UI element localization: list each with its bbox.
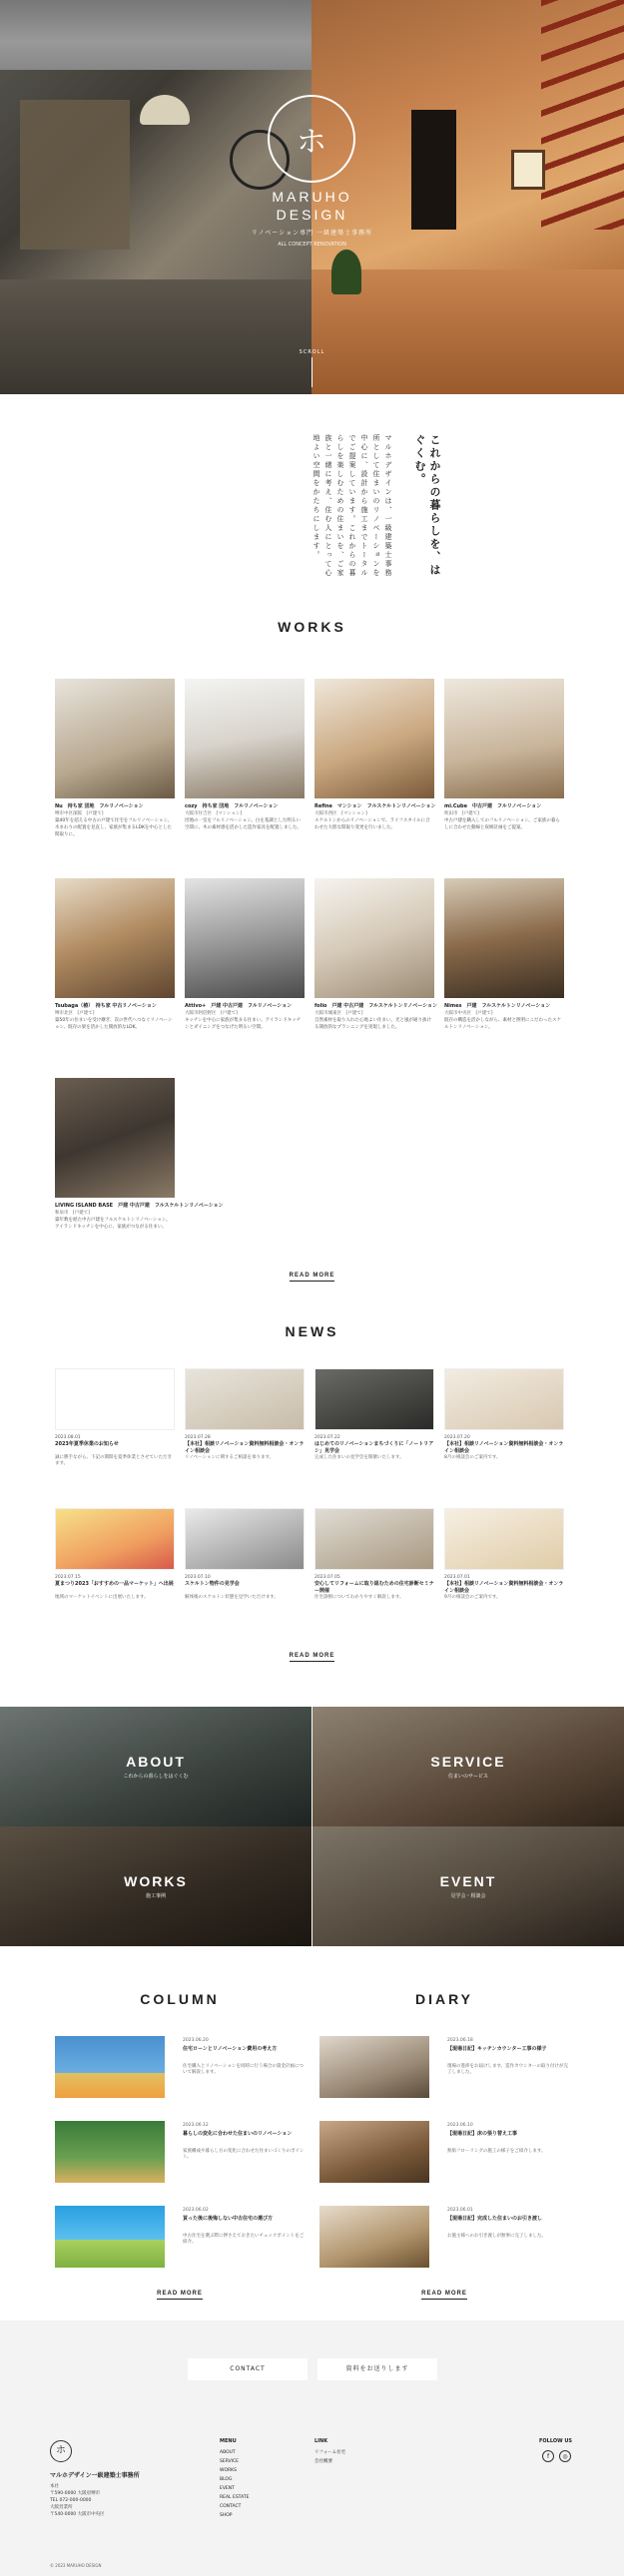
tile-service[interactable] <box>312 1707 624 1826</box>
column-item-image[interactable] <box>55 2121 165 2183</box>
category-tiles <box>0 1707 624 1946</box>
footer-menu-item[interactable]: CONTACT <box>220 2504 242 2509</box>
works-card[interactable] <box>314 679 434 845</box>
news-card-date: 2023.07.20 <box>444 1435 470 1440</box>
news-card-text: 8月の相談会のご案内です。 <box>444 1455 501 1460</box>
column-item-date: 2023.06.12 <box>183 2123 209 2128</box>
brand-tagline: リノベーション専門 一級建築士事務所 <box>251 230 373 237</box>
brand-name: MARUHO DESIGN <box>272 189 352 223</box>
news-card-date: 2023.07.15 <box>55 1575 81 1580</box>
footer-logo-icon[interactable]: ホ <box>50 2440 72 2462</box>
works-card-title[interactable]: Nimes 戸建 フルスケルトンリノベーション <box>444 1003 551 1009</box>
news-grid <box>0 1363 624 1653</box>
column-item-title[interactable]: 住宅ローンとリノベーション費用の考え方 <box>183 2046 278 2052</box>
footer-menu-item[interactable]: BLOG <box>220 2477 233 2482</box>
news-card[interactable] <box>55 1508 175 1607</box>
footer-menu-item[interactable]: SHOP <box>220 2513 233 2518</box>
contact-button[interactable]: CONTACT <box>188 2358 308 2380</box>
works-card[interactable] <box>444 679 564 845</box>
column-item-title[interactable]: 暮らしの変化に合わせた住まいのリノベーション <box>183 2131 293 2137</box>
news-card-image[interactable] <box>55 1368 175 1430</box>
works-card-image[interactable] <box>55 878 175 998</box>
news-card-title[interactable]: 2023年夏季休業のお知らせ <box>55 1441 119 1447</box>
works-card-text: 既存の構造を活かしながら、素材と照明にこだわったスケルトンリノベーション。 <box>444 1018 561 1030</box>
column-item-image[interactable] <box>55 2206 165 2268</box>
column-item-text: 家族構成や暮らし方の変化に合わせた住まいづくりのポイント。 <box>183 2149 305 2160</box>
works-card-title[interactable]: Nu 持ち家 団地 フルリノベーション <box>55 803 144 809</box>
intro-section <box>0 394 624 619</box>
works-card-meta: 和泉市 [戸建て] <box>55 1211 91 1216</box>
tile-works[interactable] <box>0 1826 312 1946</box>
works-title: WORKS <box>278 619 346 635</box>
intro-body: マルホデザインは、一級建築士事務所として住まいのリノベーションを中心に、設計から施工までトータルでご提案しています。これからの暮らしを楽しむための住まいを、ご家族と一緒に考え、住む人にとって心地よい空間をかたちにします。 <box>312 434 392 578</box>
works-card-text: 築40年を超える中古の戸建て住宅をフルリノベーション。水まわりの配置を見直し、家族が集まるLDKを中心とした間取りに。 <box>55 818 173 837</box>
works-card-meta: 堺市北区 [戸建て] <box>55 1011 95 1016</box>
tile-subtitle: 見学会・相談会 <box>450 1893 486 1899</box>
works-card-text: 築年数を経た中古戸建をフルスケルトンリノベーション。アイランドキッチンを中心に、家族がつながる住まい。 <box>55 1218 171 1230</box>
scroll-indicator[interactable]: SCROLL <box>299 349 325 355</box>
works-card-meta: 堺市中区深阪 [戸建て] <box>55 811 104 816</box>
brand-subtitle: ALL CONCEPT RENOVATION <box>278 242 346 248</box>
diary-item[interactable] <box>319 2121 569 2181</box>
works-card[interactable] <box>55 878 175 1045</box>
footer-menu-item[interactable]: REAL ESTATE <box>220 2495 250 2500</box>
news-card-image[interactable] <box>444 1508 564 1570</box>
diary-item-title[interactable]: 【現場日記】キッチンカウンター工事の様子 <box>447 2046 547 2052</box>
diary-item-date: 2023.06.10 <box>447 2123 473 2128</box>
works-card-text: 中古戸建を購入してのフルリノベーション。ご家族の暮らしに合わせた動線と収納計画をご提案。 <box>444 818 560 830</box>
news-card[interactable] <box>55 1368 175 1467</box>
news-card[interactable] <box>444 1368 564 1467</box>
diary-item-text: お施主様へのお引き渡しが無事に完了しました。 <box>447 2234 546 2239</box>
works-card-text: キッチンを中心に家族が集まる住まい。アイランドキッチンとダイニングをつなげた明るい空間。 <box>185 1018 302 1030</box>
works-card-text: 団地の一室をフルリノベーション。白を基調とした明るい空間に、木の素材感を活かした造作家具を配置しました。 <box>185 818 302 830</box>
diary-read-more[interactable]: READ MORE <box>319 2291 569 2297</box>
column-item[interactable] <box>55 2206 305 2266</box>
tile-subtitle: 施工事例 <box>145 1893 166 1899</box>
news-card[interactable] <box>444 1508 564 1607</box>
news-card-date: 2023.07.28 <box>185 1435 211 1440</box>
works-card-text: 自然素材を取り入れた心地よい住まい。光と風が通り抜ける開放的なプランニングを実現しました。 <box>314 1018 431 1030</box>
news-card-title[interactable]: 夏まつり2023「おすすめの一品マーケット」へ出展 <box>55 1581 174 1587</box>
news-card[interactable] <box>314 1368 434 1467</box>
news-card-text: 完成した住まいの見学会を開催いたします。 <box>314 1455 404 1460</box>
request-docs-button[interactable]: 資料をお送りします <box>317 2358 437 2380</box>
column-read-more[interactable]: READ MORE <box>55 2291 305 2297</box>
works-card-meta: 大阪市中央区 [戸建て] <box>444 1011 493 1016</box>
news-card-date: 2023.07.01 <box>444 1575 470 1580</box>
copyright: © 2023 MARUHO DESIGN <box>50 2563 102 2568</box>
column-item-date: 2023.06.20 <box>183 2038 209 2043</box>
column-item-text: 中古住宅を選ぶ際に押さえておきたいチェックポイントをご紹介。 <box>183 2234 305 2245</box>
diary-item-text: 現場の進捗をお届けします。造作カウンターの取り付けが完了しました。 <box>447 2064 568 2075</box>
footer-link-item[interactable]: 会社概要 <box>314 2459 332 2464</box>
works-card-title[interactable]: Refine マンション フルスケルトンリノベーション <box>314 803 436 809</box>
works-card-title[interactable]: Tsubaga（椿） 持ち家 中古リノベーション <box>55 1003 157 1009</box>
works-card-meta: 大阪市阿倍野区 [戸建て] <box>185 1011 239 1016</box>
news-card-text: 誠に勝手ながら、下記の期間を夏季休業とさせていただきます。 <box>55 1455 172 1466</box>
hero <box>0 0 624 394</box>
works-section <box>0 619 624 1279</box>
news-title: NEWS <box>285 1323 339 1339</box>
works-card-meta: 吹田市 [戸建て] <box>444 811 480 816</box>
footer-link-heading: LINK <box>314 2438 328 2444</box>
works-card-image[interactable] <box>55 679 175 798</box>
works-card[interactable] <box>185 679 305 845</box>
column-item[interactable] <box>55 2036 305 2096</box>
news-card-text: 地域のマーケットイベントに出展いたします。 <box>55 1595 149 1600</box>
diary-item-image[interactable] <box>319 2121 429 2183</box>
works-card-meta: 大阪市城東区 [戸建て] <box>314 1011 363 1016</box>
news-card-text: 住宅診断についてわかりやすく解説します。 <box>314 1595 404 1600</box>
news-card-image[interactable] <box>55 1508 175 1570</box>
footer <box>0 2320 624 2576</box>
works-card-image[interactable] <box>55 1078 175 1198</box>
news-card-text: 9月の相談会のご案内です。 <box>444 1595 501 1600</box>
news-card[interactable] <box>185 1368 305 1467</box>
column-item-text: 住宅購入とリノベーションを同時に行う場合の資金計画について解説します。 <box>183 2064 304 2075</box>
works-card-title[interactable]: cozy 持ち家 団地 フルリノベーション <box>185 803 279 809</box>
brand-logo-icon[interactable]: ホ <box>268 95 355 183</box>
works-card[interactable] <box>444 878 564 1045</box>
works-card[interactable] <box>185 878 305 1045</box>
works-card-title[interactable]: folio 戸建 中古戸建 フルスケルトンリノベーション <box>314 1003 438 1009</box>
column-title: COLUMN <box>140 1991 220 2007</box>
works-grid <box>0 659 624 1273</box>
works-card-image[interactable] <box>314 679 434 798</box>
works-card-text: 築50年の住まいを受け継ぎ、次の世代へつなぐリノベーション。既存の梁を活かした開放的なLDK。 <box>55 1018 173 1030</box>
footer-menu-item[interactable]: EVENT <box>220 2486 235 2491</box>
diary-item-text: 無垢フローリングの施工の様子をご紹介します。 <box>447 2149 546 2154</box>
works-card-image[interactable] <box>444 878 564 998</box>
intro-title: これからの暮らしを、はぐくむ。 <box>413 434 441 577</box>
diary-item-date: 2023.06.18 <box>447 2038 473 2043</box>
tile-title[interactable]: EVENT <box>439 1873 497 1889</box>
footer-menu-heading: MENU <box>220 2438 237 2444</box>
works-card[interactable] <box>55 1078 224 1245</box>
tile-title[interactable]: ABOUT <box>126 1754 186 1770</box>
news-card-title[interactable]: スケルトン物件の見学会 <box>185 1581 240 1587</box>
column-item-title[interactable]: 買った後に後悔しない中古住宅の選び方 <box>183 2216 274 2222</box>
works-card[interactable] <box>314 878 438 1045</box>
diary-title: DIARY <box>414 1991 474 2007</box>
footer-address: 本社 〒590-0000 大阪府堺市 TEL 072-000-0000 大阪営業所 〒540-0000 大阪市中央区 <box>50 2484 105 2517</box>
news-card-image[interactable] <box>314 1368 434 1430</box>
footer-menu <box>220 2448 249 2520</box>
news-card-text: リノベーションに関するご相談を承ります。 <box>185 1455 275 1460</box>
instagram-icon[interactable]: ◎ <box>559 2450 571 2462</box>
news-card-date: 2023.07.10 <box>185 1575 211 1580</box>
news-card-date: 2023.07.05 <box>314 1575 340 1580</box>
footer-link-item[interactable]: リフォーム住宅 <box>314 2450 346 2455</box>
news-card-date: 2023.08.01 <box>55 1435 81 1440</box>
news-read-more[interactable]: READ MORE <box>0 1653 624 1659</box>
news-card[interactable] <box>314 1508 434 1607</box>
news-card-image[interactable] <box>314 1508 434 1570</box>
news-card-text: 解体後のスケルトン状態を見学いただけます。 <box>185 1595 279 1600</box>
tile-subtitle: 住まいのサービス <box>447 1774 488 1780</box>
diary-item-title[interactable]: 【現場日記】床の張り替え工事 <box>447 2131 518 2137</box>
column-item-date: 2023.06.02 <box>183 2208 209 2213</box>
footer-links <box>314 2448 345 2466</box>
news-card-title[interactable]: 安心してリフォームに取り組むための住宅診断セミナー開催 <box>314 1581 434 1594</box>
news-card-date: 2023.07.22 <box>314 1435 340 1440</box>
tile-about[interactable] <box>0 1707 312 1826</box>
diary-item[interactable] <box>319 2036 569 2096</box>
footer-menu-item[interactable]: SERVICE <box>220 2459 239 2464</box>
diary-item-date: 2023.06.01 <box>447 2208 473 2213</box>
works-read-more[interactable]: READ MORE <box>0 1273 624 1279</box>
news-card-image[interactable] <box>185 1368 305 1430</box>
news-card-image[interactable] <box>444 1368 564 1430</box>
works-card-title[interactable]: LIVING ISLAND BASE 戸建 中古戸建 フルスケルトンリノベーション <box>55 1203 224 1209</box>
diary-item[interactable] <box>319 2206 569 2266</box>
facebook-icon[interactable]: f <box>542 2450 554 2462</box>
works-card-title[interactable]: Attivo+ 戸建 中古戸建 フルリノベーション <box>185 1003 293 1009</box>
news-section <box>0 1323 624 1659</box>
column-diary-section <box>0 1991 624 2320</box>
works-card-image[interactable] <box>185 878 305 998</box>
column-item[interactable] <box>55 2121 305 2181</box>
works-card-meta: 大阪市西区 [マンション] <box>314 811 367 816</box>
works-card-title[interactable]: mi.Cube 中古戸建 フルリノベーション <box>444 803 542 809</box>
news-card[interactable] <box>185 1508 305 1607</box>
diary-item-image[interactable] <box>319 2206 429 2268</box>
diary-item-image[interactable] <box>319 2036 429 2098</box>
diary-item-title[interactable]: 【現場日記】完成した住まいのお引き渡し <box>447 2216 543 2222</box>
column-item-image[interactable] <box>55 2036 165 2098</box>
news-card-title[interactable]: 【本社】相談リノベーション資料無料相談会・オンライン相談会 <box>444 1441 564 1454</box>
tile-event[interactable] <box>312 1826 624 1946</box>
news-card-image[interactable] <box>185 1508 305 1570</box>
tile-subtitle: これからの暮らしをはぐくむ <box>123 1774 189 1780</box>
footer-menu-item[interactable]: ABOUT <box>220 2450 236 2455</box>
tile-title[interactable]: SERVICE <box>430 1754 506 1770</box>
footer-company-name: マルホデザイン一級建築士事務所 <box>50 2472 140 2479</box>
tile-title[interactable]: WORKS <box>124 1873 188 1889</box>
works-card-image[interactable] <box>185 679 305 798</box>
news-card-title[interactable]: はじめてのリノベーションまちづくりに「ノートリアシ」見学会 <box>314 1441 434 1454</box>
footer-menu-item[interactable]: WORKS <box>220 2468 237 2473</box>
works-card-image[interactable] <box>444 679 564 798</box>
footer-follow-heading: FOLLOW US <box>539 2438 573 2444</box>
works-card[interactable] <box>55 679 175 845</box>
works-card-text: スケルトンからのリノベーションで、ライフスタイルに合わせた大胆な間取り変更を行いました。 <box>314 818 430 830</box>
works-card-image[interactable] <box>314 878 434 998</box>
works-card-meta: 大阪市住吉区 [マンション] <box>185 811 243 816</box>
news-card-title[interactable]: 【本社】相談リノベーション資料無料相談会・オンライン相談会 <box>444 1581 564 1594</box>
news-card-title[interactable]: 【本社】相談リノベーション資料無料相談会・オンライン相談会 <box>185 1441 305 1454</box>
